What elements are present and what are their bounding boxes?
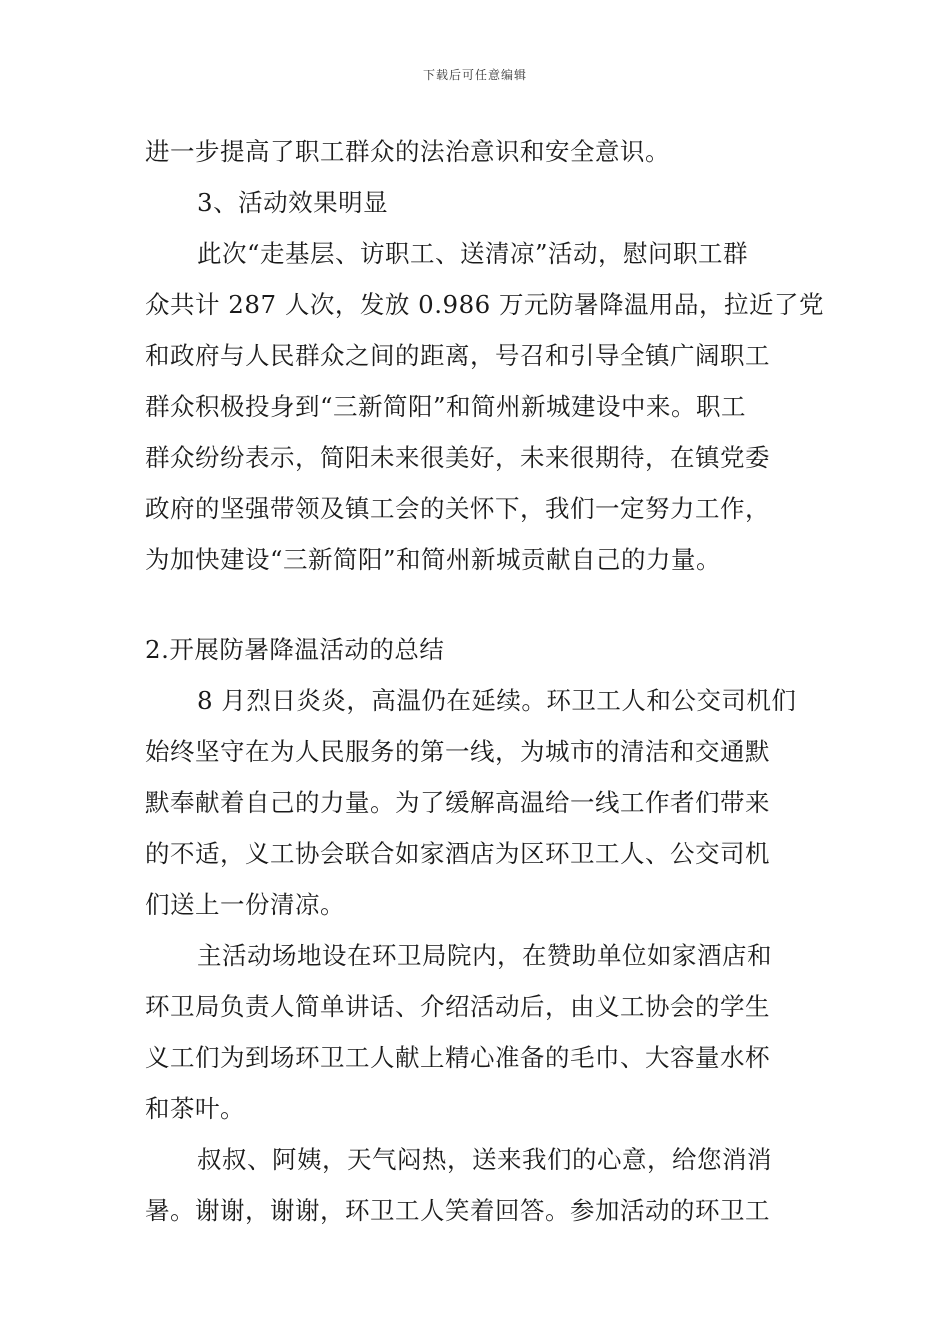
paragraph-line: 义工们为到场环卫工人献上精心准备的毛巾、大容量水杯 <box>145 1043 770 1072</box>
paragraph-line: 们送上一份清凉。 <box>145 890 345 919</box>
paragraph-line: 的不适，义工协会联合如家酒店为区环卫工人、公交司机 <box>145 839 770 868</box>
paragraph-line: 8 月烈日炎炎，高温仍在延续。环卫工人和公交司机们 <box>197 686 797 715</box>
paragraph-line: 众共计 287 人次，发放 0.986 万元防暑降温用品，拉近了党 <box>145 290 825 319</box>
paragraph-line: 叔叔、阿姨，天气闷热，送来我们的心意，给您消消 <box>197 1145 772 1174</box>
section-2-body <box>145 624 807 1236</box>
paragraph-line: 主活动场地设在环卫局院内，在赞助单位如家酒店和 <box>197 941 772 970</box>
subheading-activity-effect: 3、活动效果明显 <box>197 188 389 217</box>
paragraph-line: 此次“走基层、访职工、送清凉”活动，慰问职工群 <box>197 239 749 268</box>
paragraph-line: 为加快建设“三新简阳”和简州新城贡献自己的力量。 <box>145 545 722 574</box>
paragraph-line: 群众积极投身到“三新简阳”和简州新城建设中来。职工 <box>145 392 747 421</box>
paragraph-line: 始终坚守在为人民服务的第一线，为城市的清洁和交通默 <box>145 737 770 766</box>
paragraph-line: 群众纷纷表示，简阳未来很美好，未来很期待，在镇党委 <box>145 443 770 472</box>
paragraph-line: 暑。谢谢，谢谢，环卫工人笑着回答。参加活动的环卫工 <box>145 1196 770 1225</box>
paragraph-line: 环卫局负责人简单讲话、介绍活动后，由义工协会的学生 <box>145 992 770 1021</box>
section-1-body <box>145 126 825 585</box>
section-heading: 2.开展防暑降温活动的总结 <box>145 635 445 664</box>
paragraph-line: 默奉献着自己的力量。为了缓解高温给一线工作者们带来 <box>145 788 770 817</box>
paragraph-line: 政府的坚强带领及镇工会的关怀下，我们一定努力工作， <box>145 494 770 523</box>
paragraph-line: 进一步提高了职工群众的法治意识和安全意识。 <box>145 137 670 166</box>
paragraph-line: 和茶叶。 <box>145 1094 245 1123</box>
page-header-note: 下载后可任意编辑 <box>422 68 527 82</box>
paragraph-line: 和政府与人民群众之间的距离，号召和引导全镇广阔职工 <box>145 341 770 370</box>
